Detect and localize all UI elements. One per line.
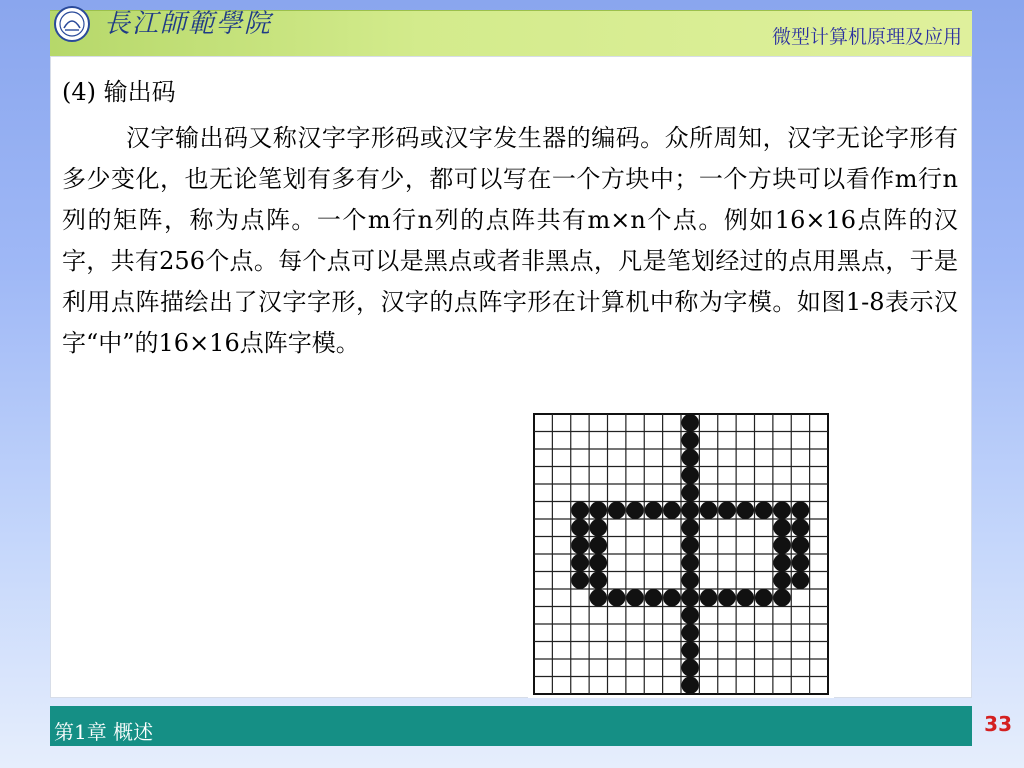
black-dot: [755, 502, 773, 520]
black-dot: [626, 589, 644, 607]
black-dot: [681, 624, 699, 642]
paragraph-text: 汉字输出码又称汉字字形码或汉字发生器的编码。众所周知，汉字无论字形有多少变化，也无论笔划有多有少，都可以写在一个方块中；一个方块可以看作m行n列的矩阵，称为点阵。一个m行n列的点阵共有m×n个点。例如16×16点阵的汉字，共有256个点。每个点可以是黑点或者非黑点，凡是笔划经过的点用黑点，于是利用点阵描绘出了汉字字形，汉字的点阵字形在计算机中称为字模。如图1-8表示汉字“中”的16×16点阵字模。: [62, 124, 958, 357]
black-dot: [571, 519, 589, 537]
body-paragraph: [62, 118, 958, 364]
black-dot: [571, 502, 589, 520]
black-dot: [773, 572, 791, 590]
black-dot: [792, 572, 810, 590]
black-dot: [681, 589, 699, 607]
black-dot: [700, 589, 718, 607]
black-dot: [681, 572, 699, 590]
black-dot: [737, 589, 755, 607]
black-dot: [681, 519, 699, 537]
black-dot: [645, 589, 663, 607]
black-dot: [571, 537, 589, 555]
black-dot: [571, 554, 589, 572]
black-dot: [718, 502, 736, 520]
black-dot: [773, 519, 791, 537]
black-dot: [792, 537, 810, 555]
black-dot: [590, 502, 608, 520]
black-dot: [645, 502, 663, 520]
black-dot: [773, 589, 791, 607]
black-dot: [681, 432, 699, 450]
black-dot: [792, 502, 810, 520]
black-dot: [792, 519, 810, 537]
dot-matrix-figure: [528, 410, 834, 698]
section-title: (4) 输出码: [62, 78, 176, 106]
black-dot: [773, 502, 791, 520]
black-dot: [700, 502, 718, 520]
black-dot: [663, 502, 681, 520]
black-dot: [608, 502, 626, 520]
black-dot: [681, 659, 699, 677]
page-number: 33: [984, 712, 1012, 736]
black-dot: [590, 554, 608, 572]
black-dot: [681, 537, 699, 555]
black-dot: [590, 519, 608, 537]
black-dot: [681, 642, 699, 660]
black-dot: [590, 537, 608, 555]
black-dot: [755, 589, 773, 607]
black-dot: [681, 467, 699, 485]
black-dot: [681, 502, 699, 520]
black-dot: [590, 589, 608, 607]
black-dot: [681, 607, 699, 625]
course-title: 微型计算机原理及应用: [771, 26, 962, 48]
black-dot: [608, 589, 626, 607]
black-dot: [773, 554, 791, 572]
black-dot: [663, 589, 681, 607]
black-dot: [571, 572, 589, 590]
black-dot: [681, 414, 699, 432]
black-dot: [626, 502, 644, 520]
black-dot: [737, 502, 755, 520]
black-dot: [792, 554, 810, 572]
college-seal-icon: [54, 6, 90, 42]
black-dot: [718, 589, 736, 607]
black-dot: [681, 449, 699, 467]
black-dot: [681, 677, 699, 695]
black-dot: [681, 484, 699, 502]
chapter-label: 第1章 概述: [54, 720, 154, 744]
black-dot: [681, 554, 699, 572]
college-logo-text: 長江師範學院: [104, 9, 273, 39]
black-dot: [773, 537, 791, 555]
black-dot: [590, 572, 608, 590]
footer-bar: [50, 706, 972, 746]
